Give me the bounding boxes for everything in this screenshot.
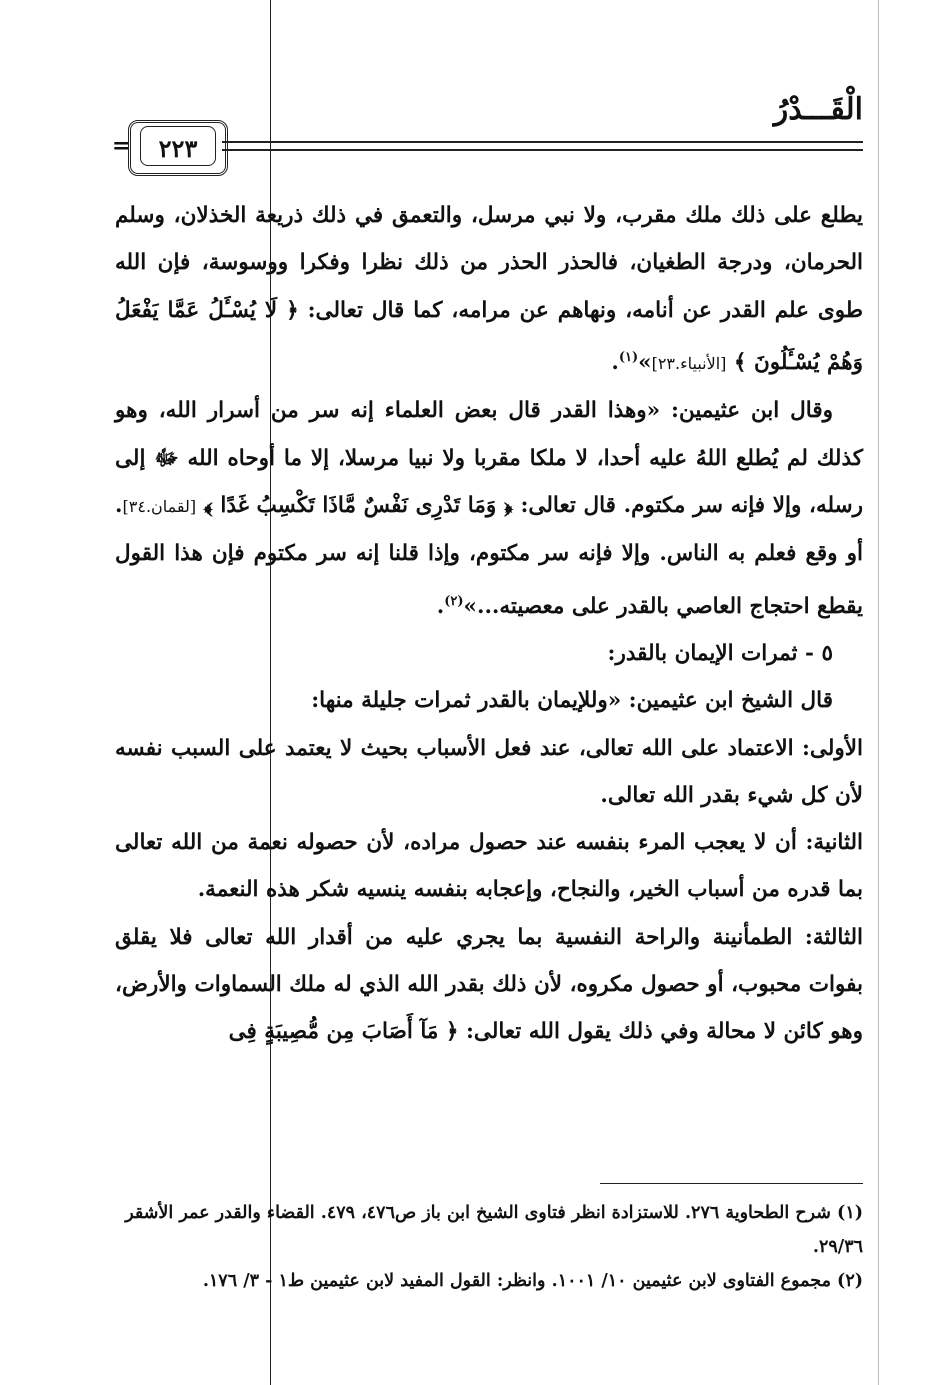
page-number: ٢٢٣	[128, 120, 228, 176]
paragraph-1: يطلع على ذلك ملك مقرب، ولا نبي مرسل، والتعمق في ذلك ذريعة الخذلان، وسلم الحرمان، ودرجة الطغيان، فالحذر الحذر من ذلك نظرا وفكرا ووسوسة، فإن الله طوى علم القدر عن أنامه، ونهاهم عن مرامه، كما قال تعالى: ﴿ لَا يُسْـَٔلُ عَمَّا يَفْعَلُ وَهُمْ يُسْـَٔلُونَ ﴾ [الأنبياء.٢٣]»$^{(١)}$.	[115, 203, 863, 376]
paragraph-4: الأولى: الاعتماد على الله تعالى، عند فعل الأسباب بحيث لا يعتمد على السبب نفسه لأن كل شيء بقدر الله تعالى.	[115, 735, 863, 808]
paragraph-6-text: الثالثة: الطمأنينة والراحة النفسية بما يجري عليه من أقدار الله تعالى فلا يقلق بفوات محبوب، أو حصول مكروه، لأن ذلك بقدر الله الذي له ملك السماوات والأرض، وهو كائن لا محالة وفي ذلك يقول الله تعالى:	[115, 924, 863, 1045]
paragraph-2: وقال ابن عثيمين: «وهذا القدر قال بعض العلماء إنه سر من أسرار الله، وهو كذلك لم يُطلع اللهُ عليه أحدا، لا ملكا مقربا ولا نبيا مرسلا، إلا ما أوحاه الله ﷻ إلى رسله، وإلا فإنه سر مكتوم. قال تعالى: ﴿ وَمَا تَدْرِى نَفْسٌ مَّاذَا تَكْسِبُ غَدًا ﴾ [لقمان.٣٤]. أو وقع فعلم به الناس. وإلا فإنه سر مكتوم، وإذا قلنا إنه سر مكتوم فإن هذا القول يقطع احتجاج العاصي بالقدر على معصيته...»$^{(٢)}$.	[115, 398, 863, 619]
verse-reference-1: [الأنبياء.٢٣]	[651, 354, 727, 374]
page-edge-line	[878, 0, 879, 1385]
footnotes	[115, 1196, 863, 1298]
quran-verse-2: ﴿ وَمَا تَدْرِى نَفْسٌ مَّاذَا تَكْسِبُ غَدًا ﴾	[203, 492, 513, 518]
footnote-1: (١) شرح الطحاوية ٢٧٦. للاستزادة انظر فتاوى الشيخ ابن باز ص٤٧٦، ٤٧٩. القضاء والقدر عمر الأشقر ٢٩/٣٦.	[125, 1203, 863, 1257]
page-number-frame	[140, 126, 216, 166]
paragraph-2-continued: . أو وقع فعلم به الناس. وإلا فإنه سر مكتوم، وإذا قلنا إنه سر مكتوم فإن هذا القول يقطع احتجاج العاصي بالقدر على معصيته...»	[115, 492, 863, 619]
quran-verse-1: ﴿ لَا يُسْـَٔلُ عَمَّا يَفْعَلُ وَهُمْ يُسْـَٔلُونَ ﴾	[115, 297, 863, 376]
footnote-2: (٢) مجموع الفتاوى لابن عثيمين ١٠/ ١٠٠١. وانظر: القول المفيد لابن عثيمين ط١ - ٣/ ١٧٦.	[202, 1271, 863, 1291]
footnote-marker-2[interactable]: (٢)	[444, 593, 464, 609]
paragraph-2-text: وقال ابن عثيمين: «وهذا القدر قال بعض العلماء إنه سر من أسرار الله، وهو كذلك لم يُطلع اللهُ عليه أحدا، لا ملكا مقربا ولا نبيا مرسلا، إلا ما أوحاه الله ﷻ إلى رسله، وإلا فإنه سر مكتوم. قال تعالى:	[115, 398, 863, 518]
quran-verse-3: ﴿ مَآ أَصَابَ مِن مُّصِيبَةٍ فِى	[228, 1019, 459, 1045]
paragraph-1-text: يطلع على ذلك ملك مقرب، ولا نبي مرسل، والتعمق في ذلك ذريعة الخذلان، وسلم الحرمان، ودرجة الطغيان، فالحذر الحذر من ذلك نظرا وفكرا ووسوسة، فإن الله طوى علم القدر عن أنامه، ونهاهم عن مرامه، كما قال تعالى:	[115, 203, 863, 323]
running-header-title: الْقَـــدْرُ	[773, 92, 863, 127]
verse-reference-2: [لقمان.٣٤]	[122, 496, 197, 516]
footnote-separator	[600, 1183, 863, 1184]
main-text	[115, 192, 863, 1056]
footnote-marker-1[interactable]: (١)	[618, 349, 639, 365]
section-heading-5: ٥ - ثمرات الإيمان بالقدر:	[607, 640, 833, 666]
quote-close-1: »	[638, 350, 652, 376]
paragraph-5: الثانية: أن لا يعجب المرء بنفسه عند حصول مراده، لأن حصوله نعمة من الله تعالى بما قدره من أسباب الخير، والنجاح، وإعجابه بنفسه ينسيه شكر هذه النعمة.	[115, 830, 863, 903]
header-double-rule	[222, 141, 863, 151]
paragraph-3: قال الشيخ ابن عثيمين: «وللإيمان بالقدر ثمرات جليلة منها:	[311, 688, 833, 714]
header-ornament: =	[112, 133, 131, 159]
paragraph-6	[115, 914, 863, 1056]
